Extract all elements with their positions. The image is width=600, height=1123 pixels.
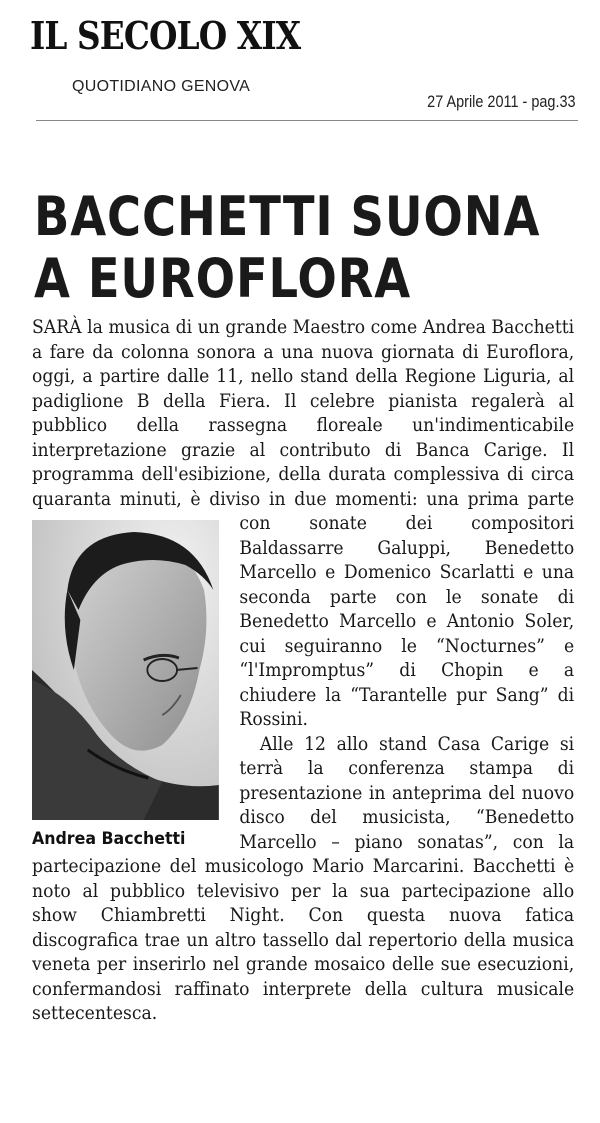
paragraph-1-part-b: Baldassarre Galuppi, Benedetto Marcello e Domenico Scarlatti e una seconda parte con le sonate di Benedetto Marcello e Antonio Soler, cui seguiranno le “Nocturnes” e “l'Impromptus” di Chopin e a chiudere la “Tarantelle pur Sang” di Rossini. xyxy=(239,537,575,730)
article-headline xyxy=(34,185,541,311)
headline-line-2: A EUROFLORA xyxy=(34,247,412,311)
article-paragraph-1 xyxy=(32,316,575,849)
photo-caption: Andrea Bacchetti xyxy=(32,829,186,849)
header-divider xyxy=(36,120,578,121)
newspaper-subtitle: QUOTIDIANO GENOVA xyxy=(72,78,251,95)
photo-figure xyxy=(32,520,223,850)
article-paragraph-2: Alle 12 allo stand Casa Carige si terrà la conferenza stampa di presentazione in anteprima del nuovo disco del musicista, “Benedetto Marcello – piano sonatas”, con la partecipazione del musicologo Mario Marcarini. Bacchetti è noto al pubblico televisivo per la sua partecipazione allo show Chiambretti Night. Con questa nuova fatica discografica trae un altro tassello dal repertorio della musica veneta per inserirlo nel grande mosaico delle sue esecuzioni, confermandosi raffinato interprete della cultura musicale settecentesca. xyxy=(32,733,575,1024)
paragraph-1-part-a: SARÀ la musica di un grande Maestro come Andrea Bacchetti a fare da colonna sonora a una nuova giornata di Euroflora, oggi, a partire dalle 11, nello stand della Regione Liguria, al padiglione B della Fiera. Il celebre pianista regalerà al pubblico della rassegna floreale un'indimenticabile interpretazione grazie al contributo di Banca Carige. Il programma dell'esibizione, della durata complessiva di circa quaranta minuti, è diviso in due momenti: una prima parte con sonate dei compositori xyxy=(32,317,575,534)
newspaper-masthead: IL SECOLO XIX xyxy=(30,13,301,58)
portrait-illustration xyxy=(32,520,219,820)
dateline: 27 Aprile 2011 - pag.33 xyxy=(427,92,576,111)
headline-line-1: BACCHETTI SUONA xyxy=(34,185,541,249)
article-body xyxy=(32,316,574,1027)
portrait-photo xyxy=(32,520,219,820)
